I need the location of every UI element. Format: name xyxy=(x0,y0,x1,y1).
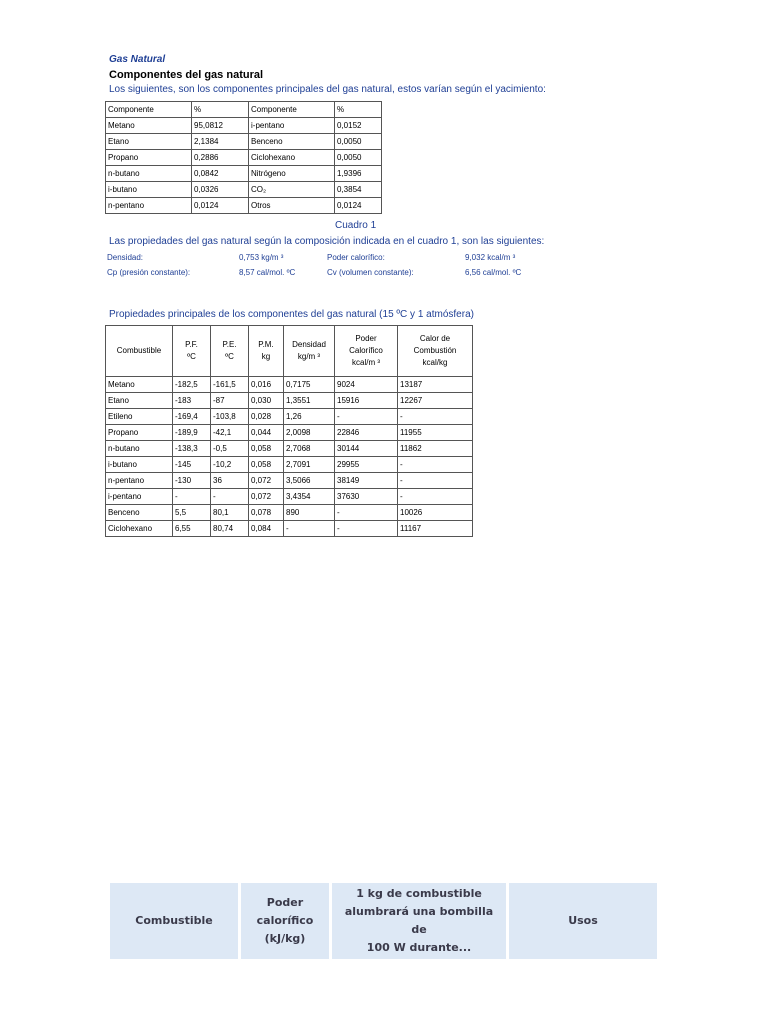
density-value: 0,753 kg/m ³ xyxy=(239,253,284,262)
table-cell: 2,7068 xyxy=(284,441,335,457)
column-header: % xyxy=(192,102,249,118)
table-cell: 0,030 xyxy=(249,393,284,409)
table-cell: 0,072 xyxy=(249,489,284,505)
table-cell: -189,9 xyxy=(173,425,211,441)
table-cell: Propano xyxy=(106,150,192,166)
table-cell: CO₂ xyxy=(249,182,335,198)
table-cell: 0,0050 xyxy=(335,134,382,150)
column-header: P.M. kg xyxy=(249,326,284,377)
table-cell: Etileno xyxy=(106,409,173,425)
heating-value: 9,032 kcal/m ³ xyxy=(465,253,516,262)
table-cell: 0,058 xyxy=(249,441,284,457)
table-row xyxy=(106,489,473,505)
column-header: 1 kg de combustible alumbrará una bombilla de 100 W durante... xyxy=(332,883,506,959)
table-cell: 11167 xyxy=(398,521,473,537)
table-row xyxy=(106,118,382,134)
table-cell: 80,1 xyxy=(211,505,249,521)
table-row xyxy=(106,441,473,457)
table-cell: 0,2886 xyxy=(192,150,249,166)
table-cell: n-butano xyxy=(106,441,173,457)
table-cell: -145 xyxy=(173,457,211,473)
table-cell: -183 xyxy=(173,393,211,409)
table-cell: 12267 xyxy=(398,393,473,409)
table-cell: 38149 xyxy=(335,473,398,489)
table-cell: Metano xyxy=(106,118,192,134)
table-cell: Metano xyxy=(106,377,173,393)
table-cell: 2,7091 xyxy=(284,457,335,473)
table-cell: - xyxy=(335,505,398,521)
table-cell: - xyxy=(284,521,335,537)
table-row xyxy=(106,425,473,441)
table-cell: 37630 xyxy=(335,489,398,505)
table-cell: 10026 xyxy=(398,505,473,521)
table-cell: -182,5 xyxy=(173,377,211,393)
components-table xyxy=(105,101,382,214)
table-cell: 1,26 xyxy=(284,409,335,425)
table-cell: 0,0124 xyxy=(192,198,249,214)
intro-text: Los siguientes, son los componentes principales del gas natural, estos varían según el yacimiento: xyxy=(109,84,546,95)
table-cell: Etano xyxy=(106,134,192,150)
table-cell: Ciclohexano xyxy=(106,521,173,537)
table-header-row xyxy=(106,326,473,377)
table-cell: Benceno xyxy=(249,134,335,150)
table-cell: 0,084 xyxy=(249,521,284,537)
table-cell: - xyxy=(398,489,473,505)
table-row xyxy=(106,521,473,537)
table-row xyxy=(106,166,382,182)
table-cell: n-pentano xyxy=(106,473,173,489)
table-cell: - xyxy=(398,409,473,425)
table-cell: 11955 xyxy=(398,425,473,441)
table-cell: Propano xyxy=(106,425,173,441)
table-row xyxy=(106,505,473,521)
table-cell: 6,55 xyxy=(173,521,211,537)
table-cell: 890 xyxy=(284,505,335,521)
table-cell: Ciclohexano xyxy=(249,150,335,166)
column-header: Combustible xyxy=(110,883,238,959)
table-cell: 0,7175 xyxy=(284,377,335,393)
table-cell: 0,016 xyxy=(249,377,284,393)
table-cell: 13187 xyxy=(398,377,473,393)
table-cell: -103,8 xyxy=(211,409,249,425)
table-cell: 0,0842 xyxy=(192,166,249,182)
table-cell: -161,5 xyxy=(211,377,249,393)
table-cell: 0,0124 xyxy=(335,198,382,214)
cp-label: Cp (presión constante): xyxy=(107,268,191,277)
table-cell: 2,1384 xyxy=(192,134,249,150)
column-header: Poder Calorífico kcal/m ³ xyxy=(335,326,398,377)
table-cell: n-butano xyxy=(106,166,192,182)
table-cell: - xyxy=(398,473,473,489)
table-cell: 0,3854 xyxy=(335,182,382,198)
table-cell: 0,044 xyxy=(249,425,284,441)
table-row xyxy=(106,393,473,409)
column-header: % xyxy=(335,102,382,118)
column-header: Poder calorífico (kJ/kg) xyxy=(241,883,329,959)
table-cell: Nitrógeno xyxy=(249,166,335,182)
column-header: Densidad kg/m ³ xyxy=(284,326,335,377)
table-cell: - xyxy=(335,521,398,537)
table-cell: i-butano xyxy=(106,182,192,198)
column-header: P.F. ºC xyxy=(173,326,211,377)
table-cell: 15916 xyxy=(335,393,398,409)
table-cell: i-pentano xyxy=(106,489,173,505)
table-cell: 0,078 xyxy=(249,505,284,521)
table-cell: 1,3551 xyxy=(284,393,335,409)
table-cell: 30144 xyxy=(335,441,398,457)
table-cell: 36 xyxy=(211,473,249,489)
table-cell: i-pentano xyxy=(249,118,335,134)
table-cell: 9024 xyxy=(335,377,398,393)
table-row xyxy=(106,377,473,393)
cv-label: Cv (volumen constante): xyxy=(327,268,414,277)
table-cell: 0,0326 xyxy=(192,182,249,198)
density-label: Densidad: xyxy=(107,253,144,262)
table-cell: -87 xyxy=(211,393,249,409)
table-cell: 11862 xyxy=(398,441,473,457)
table-cell: 3,5066 xyxy=(284,473,335,489)
column-header: Componente xyxy=(106,102,192,118)
table-cell: 22846 xyxy=(335,425,398,441)
section-title: Componentes del gas natural xyxy=(109,69,264,81)
table-row xyxy=(106,198,382,214)
table-cell: - xyxy=(335,409,398,425)
table-cell: i-butano xyxy=(106,457,173,473)
table-cell: 5,5 xyxy=(173,505,211,521)
table-cell: 95,0812 xyxy=(192,118,249,134)
main-table-title: Propiedades principales de los componentes del gas natural (15 ºC y 1 atmósfera) xyxy=(109,309,474,320)
table-cell: -0,5 xyxy=(211,441,249,457)
table-cell: 0,0050 xyxy=(335,150,382,166)
column-header: P.E. ºC xyxy=(211,326,249,377)
table-header-row xyxy=(106,102,382,118)
properties-intro: Las propiedades del gas natural según la composición indicada en el cuadro 1, son las siguientes: xyxy=(109,236,545,247)
table-cell: Otros xyxy=(249,198,335,214)
column-header: Combustible xyxy=(106,326,173,377)
table-cell: - xyxy=(173,489,211,505)
table-header-row xyxy=(110,883,657,959)
table-caption: Cuadro 1 xyxy=(335,220,377,231)
cp-value: 8,57 cal/mol. ºC xyxy=(239,268,296,277)
table-cell: 2,0098 xyxy=(284,425,335,441)
fuel-comparison-table-header xyxy=(107,883,660,959)
table-cell: 80,74 xyxy=(211,521,249,537)
column-header: Calor de Combustión kcal/kg xyxy=(398,326,473,377)
table-cell: -10,2 xyxy=(211,457,249,473)
table-row xyxy=(106,182,382,198)
table-row xyxy=(106,134,382,150)
heating-value-label: Poder calorífico: xyxy=(327,253,385,262)
table-cell: 0,0152 xyxy=(335,118,382,134)
table-cell: 0,072 xyxy=(249,473,284,489)
table-cell: -42,1 xyxy=(211,425,249,441)
table-cell: 1,9396 xyxy=(335,166,382,182)
table-cell: 0,058 xyxy=(249,457,284,473)
table-cell: Etano xyxy=(106,393,173,409)
table-row xyxy=(106,409,473,425)
table-cell: -169,4 xyxy=(173,409,211,425)
table-cell: -138,3 xyxy=(173,441,211,457)
column-header: Usos xyxy=(509,883,657,959)
combustibles-table xyxy=(105,325,473,537)
doc-title: Gas Natural xyxy=(109,54,166,65)
table-cell: 0,028 xyxy=(249,409,284,425)
table-cell: 29955 xyxy=(335,457,398,473)
column-header: Componente xyxy=(249,102,335,118)
table-row xyxy=(106,150,382,166)
cv-value: 6,56 cal/mol. ºC xyxy=(465,268,522,277)
table-row xyxy=(106,457,473,473)
table-row xyxy=(106,473,473,489)
table-cell: -130 xyxy=(173,473,211,489)
table-cell: - xyxy=(398,457,473,473)
table-cell: 3,4354 xyxy=(284,489,335,505)
table-cell: - xyxy=(211,489,249,505)
table-cell: n-pentano xyxy=(106,198,192,214)
table-cell: Benceno xyxy=(106,505,173,521)
